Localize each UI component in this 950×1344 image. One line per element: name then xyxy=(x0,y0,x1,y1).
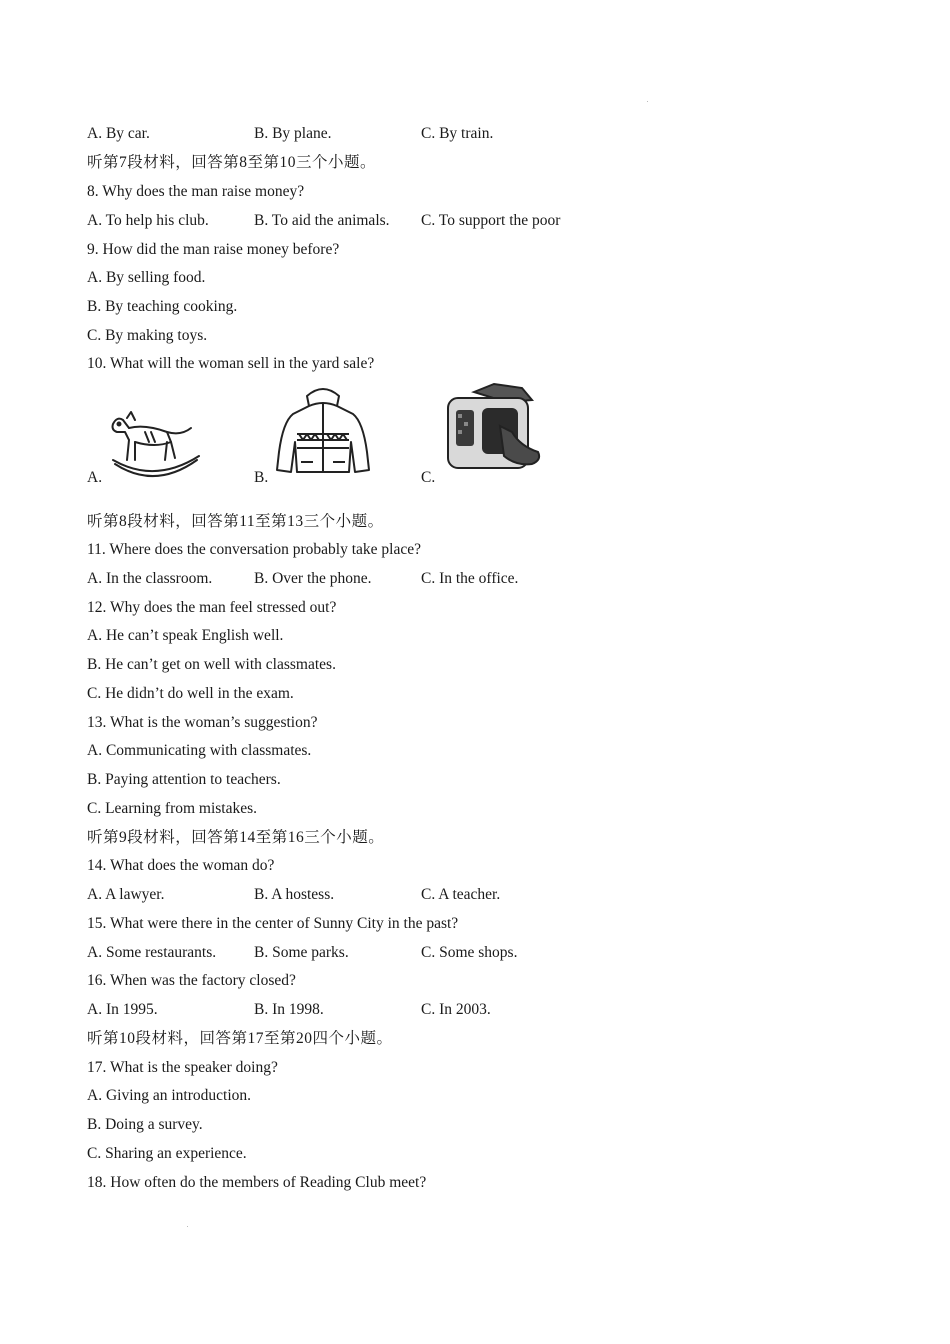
option-b: B. A hostess. xyxy=(254,886,335,903)
option-c: C. In 2003. xyxy=(421,1001,491,1018)
question-17: 17. What is the speaker doing? xyxy=(87,1059,278,1076)
question-11: 11. Where does the conversation probably take place? xyxy=(87,541,421,558)
question-12: 12. Why does the man feel stressed out? xyxy=(87,599,337,616)
option-a: A. Giving an introduction. xyxy=(87,1087,252,1104)
option-c: C. Learning from mistakes. xyxy=(87,800,258,817)
question-15: 15. What were there in the center of Sunny City in the past? xyxy=(87,915,459,932)
option-b: B. In 1998. xyxy=(254,1001,324,1018)
question-16: 16. When was the factory closed? xyxy=(87,972,296,989)
option-c: C. By making toys. xyxy=(87,327,208,344)
option-a: A. In 1995. xyxy=(87,1001,158,1018)
option-b: B. By plane. xyxy=(254,125,332,142)
option-a: A. Communicating with classmates. xyxy=(87,742,312,759)
option-b-label: B. xyxy=(254,469,269,486)
option-c: C. By train. xyxy=(421,125,494,142)
section-heading: 听第8段材料，回答第11至第13三个小题。 xyxy=(87,513,384,530)
scan-dot xyxy=(647,101,648,102)
option-c: C. He didn’t do well in the exam. xyxy=(87,685,294,702)
option-b: B. Some parks. xyxy=(254,944,349,961)
question-10: 10. What will the woman sell in the yard sale? xyxy=(87,355,375,372)
option-a: A. In the classroom. xyxy=(87,570,213,587)
scan-dot xyxy=(187,1226,188,1227)
option-c: C. Sharing an experience. xyxy=(87,1145,247,1162)
q16-options xyxy=(87,1000,787,1020)
question-9: 9. How did the man raise money before? xyxy=(87,241,340,258)
option-a: A. By selling food. xyxy=(87,269,206,286)
option-a: A. He can’t speak English well. xyxy=(87,627,284,644)
question-13: 13. What is the woman’s suggestion? xyxy=(87,714,318,731)
option-a: A. Some restaurants. xyxy=(87,944,217,961)
option-c: C. A teacher. xyxy=(421,886,501,903)
option-b: B. By teaching cooking. xyxy=(87,298,238,315)
option-c: C. Some shops. xyxy=(421,944,518,961)
toaster-icon xyxy=(442,380,546,476)
section-heading: 听第7段材料，回答第8至第10三个小题。 xyxy=(87,154,377,171)
rocking-horse-icon xyxy=(105,398,205,478)
option-a-label: A. xyxy=(87,469,103,486)
option-b: B. Doing a survey. xyxy=(87,1116,203,1133)
option-c: C. In the office. xyxy=(421,570,519,587)
option-b: B. Over the phone. xyxy=(254,570,372,587)
q10-picture-options xyxy=(87,380,607,490)
question-8: 8. Why does the man raise money? xyxy=(87,183,305,200)
question-14: 14. What does the woman do? xyxy=(87,857,275,874)
q14-options xyxy=(87,885,787,905)
section-heading: 听第9段材料，回答第14至第16三个小题。 xyxy=(87,829,385,846)
q7-options xyxy=(87,124,787,144)
option-a: A. To help his club. xyxy=(87,212,209,229)
option-c: C. To support the poor xyxy=(421,212,561,229)
option-b: B. Paying attention to teachers. xyxy=(87,771,281,788)
option-a: A. A lawyer. xyxy=(87,886,165,903)
option-c-label: C. xyxy=(421,469,436,486)
question-18: 18. How often do the members of Reading Club meet? xyxy=(87,1174,427,1191)
q11-options xyxy=(87,569,787,589)
q8-options xyxy=(87,211,787,231)
q15-options xyxy=(87,943,787,963)
jacket-icon xyxy=(273,382,373,478)
option-a: A. By car. xyxy=(87,125,150,142)
option-b: B. To aid the animals. xyxy=(254,212,390,229)
section-heading: 听第10段材料，回答第17至第20四个小题。 xyxy=(87,1030,393,1047)
option-b: B. He can’t get on well with classmates. xyxy=(87,656,336,673)
